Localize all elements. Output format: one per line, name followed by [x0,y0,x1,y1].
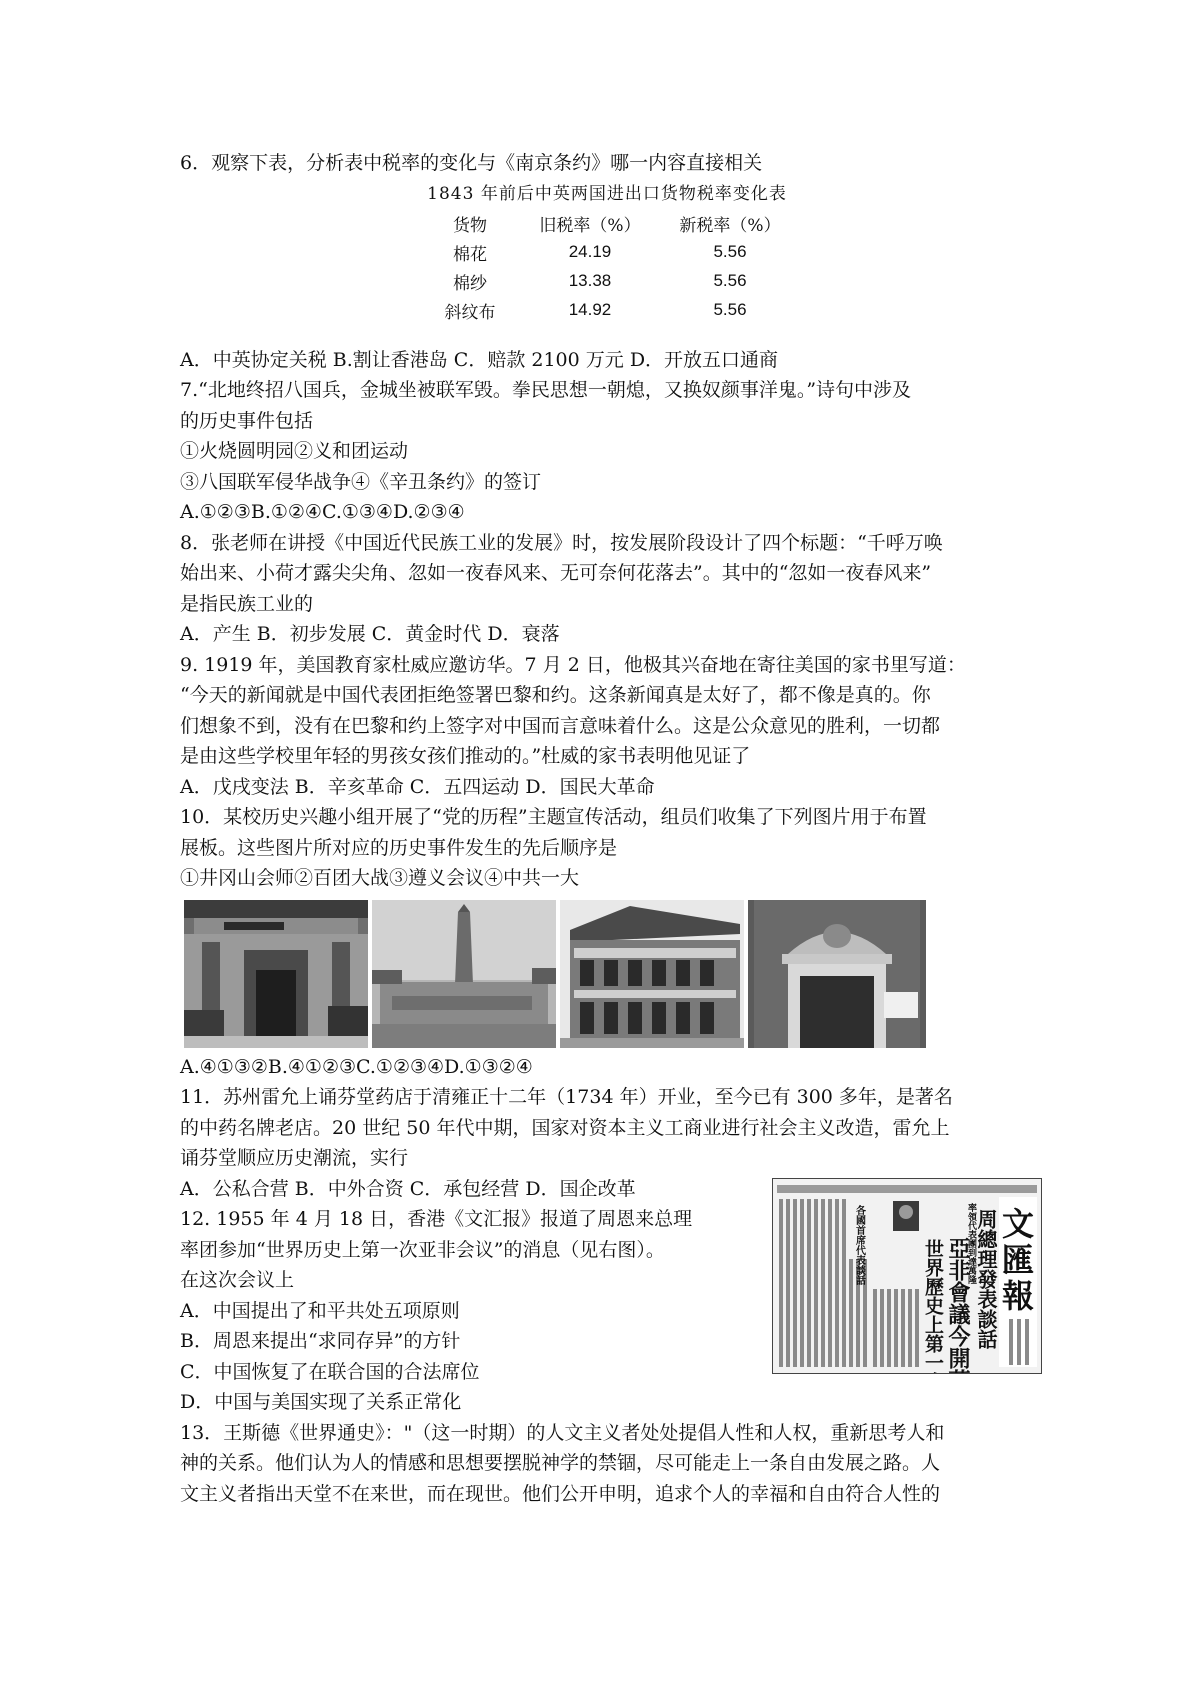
table-row [420,238,800,267]
cell-old-rate: 24.19 [568,242,612,261]
header-old-rate: 旧税率（%） [539,215,641,236]
q8-line1: 8．张老师在讲授《中国近代民族工业的发展》时，按发展阶段设计了四个标题：“千呼万唤 [180,531,943,554]
cell-goods: 棉花 [453,244,487,265]
q8-line3: 是指民族工业的 [180,592,314,615]
photo-ancestral-hall [184,900,368,1048]
q12-block [180,1174,1040,1418]
q6-options: A．中英协定关税 B.割让香港岛 C．赔款 2100 万元 D．开放五口通商 [180,348,779,371]
exam-page [180,148,1040,1509]
q11-line3: 诵芬堂顺应历史潮流，实行 [180,1147,409,1169]
photo-shikumen-door [748,900,926,1048]
table-header-row [420,209,800,238]
q9-line2: “今天的新闻就是中国代表团拒绝签署巴黎和约。这条新闻真是太好了，都不像是真的。你 [180,684,931,706]
newspaper-subheadline-1: 率領代表團到達萬隆 [966,1202,976,1284]
q11-options: A．公私合营 B．中外合资 C．承包经营 D．国企改革 [180,1177,636,1200]
q7-line1: 7.“北地终招八国兵，金城坐被联军毁。拳民思想一朝熄，又换奴颜事洋鬼。”诗句中涉及 [180,379,912,401]
q9-line3: 们想象不到，没有在巴黎和约上签字对中国而言意味着什么。这是公众意见的胜利，一切都 [180,714,941,737]
q7-options: A.①②③B.①②④C.①③④D.②③④ [180,501,465,523]
q13-line2: 神的关系。他们认为人的情感和思想要摆脱神学的禁锢，尽可能走上一条自由发展之路。人 [180,1452,941,1474]
q11-line1: 11．苏州雷允上诵芬堂药店于清雍正十二年（1734 年）开业，至今已有 300 多年，是著名 [180,1086,953,1108]
q10-line1: 10．某校历史兴趣小组开展了“党的历程”主题宣传活动，组员们收集了下列图片用于布置 [180,806,927,828]
table-row [420,267,800,296]
photo-zunyi-building [560,900,744,1048]
q7-line2: 的历史事件包括 [180,409,314,432]
newspaper-subheadline-2: 各國首席代表談話 [853,1204,865,1285]
q12-option-c: C．中国恢复了在联合国的合法席位 [180,1360,480,1383]
cell-new-rate: 5.56 [713,300,747,319]
q7-line3: ①火烧圆明园②义和团运动 [180,440,409,462]
cell-new-rate: 5.56 [713,271,747,290]
newspaper-masthead-char-3: 報 [1001,1276,1035,1315]
cell-old-rate: 13.38 [568,271,612,290]
newspaper-headline-3: 周總理發表談話 [974,1208,998,1349]
newspaper-headline-2: 亞非會議今開幕 [945,1236,971,1374]
q13-line3: 文主义者指出天堂不在来世，而在现世。他们公开申明，追求个人的幸福和自由符合人性的 [180,1482,941,1505]
q12-line1: 12. 1955 年 4 月 18 日，香港《文汇报》报道了周恩来总理 [180,1208,693,1230]
q6-table-title: 1843 年前后中英两国进出口货物税率变化表 [427,183,787,204]
cell-new-rate: 5.56 [713,242,747,261]
header-new-rate: 新税率（%） [679,215,781,236]
q11-line2: 的中药名牌老店。20 世纪 50 年代中期，国家对资本主义工商业进行社会主义改造，雷允上 [180,1116,950,1139]
cell-goods: 棉纱 [453,273,487,294]
photo-monument [372,900,556,1048]
tax-rate-table [420,209,800,325]
q12-option-b: B．周恩来提出“求同存异”的方针 [180,1330,461,1352]
q8-options: A．产生 B．初步发展 C．黄金时代 D．衰落 [180,623,560,645]
newspaper-masthead-char-1: 文 [1001,1204,1035,1243]
q12-line3: 在这次会议上 [180,1269,295,1291]
q9-options: A．戊戌变法 B．辛亥革命 C．五四运动 D．国民大革命 [180,775,655,798]
header-goods: 货物 [453,215,487,236]
q8-line2: 始出来、小荷才露尖尖角、忽如一夜春风来、无可奈何花落去”。其中的“忽如一夜春风来” [180,562,932,584]
q10-line3: ①井冈山会师②百团大战③遵义会议④中共一大 [180,867,580,889]
newspaper-masthead-char-2: 匯 [1001,1240,1035,1279]
q10-line2: 展板。这些图片所对应的历史事件发生的先后顺序是 [180,836,618,859]
q12-option-a: A．中国提出了和平共处五项原则 [180,1299,460,1322]
cell-old-rate: 14.92 [568,300,612,319]
q9-line1: 9. 1919 年，美国教育家杜威应邀访华。7 月 2 日，他极其兴奋地在寄往美国的家书里写道： [180,653,966,676]
q13-line1: 13．王斯德《世界通史》："（这一时期）的人文主义者处处提倡人性和人权，重新思考人和 [180,1421,945,1444]
history-photos [184,900,1040,1048]
newspaper-headline-1: 世界歷史上第一次 [922,1238,944,1374]
cell-goods: 斜纹布 [444,302,496,323]
q12-line2: 率团参加“世界历史上第一次亚非会议”的消息（见右图）。 [180,1238,665,1261]
q6-stem: 6．观察下表，分析表中税率的变化与《南京条约》哪一内容直接相关 [180,152,763,174]
q12-option-d: D．中国与美国实现了关系正常化 [180,1391,462,1413]
wenhui-newspaper-image [772,1178,1040,1372]
q10-options: A.④①③②B.④①②③C.①②③④D.①③②④ [180,1055,533,1078]
q7-line4: ③八国联军侵华战争④《辛丑条约》的签订 [180,470,542,493]
table-row [420,296,800,325]
q9-line4: 是由这些学校里年轻的男孩女孩们推动的。”杜威的家书表明他见证了 [180,745,751,767]
